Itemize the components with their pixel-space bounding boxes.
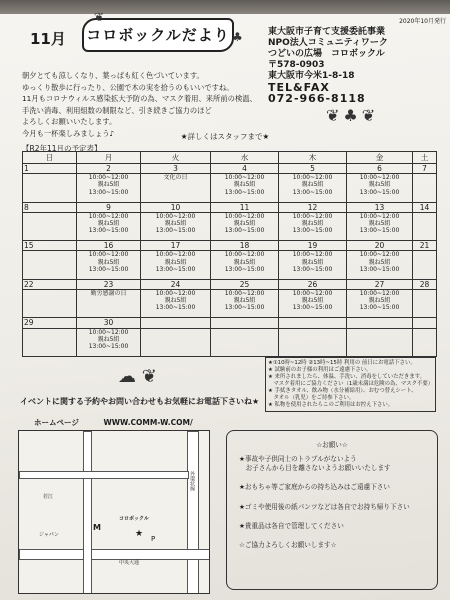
request-line: ★ゴミや使用後の紙パンツなどは各自でお持ち帰り下さい	[239, 502, 410, 511]
schedule-cell	[413, 328, 437, 356]
schedule-cell	[413, 251, 437, 279]
date-number: 13	[347, 202, 413, 212]
schedule-row	[23, 251, 437, 279]
date-number	[141, 318, 211, 328]
schedule-cell: 勤労感謝の日	[77, 289, 141, 317]
schedule-cell	[23, 328, 77, 356]
photo-edge	[0, 0, 450, 14]
map-road	[187, 431, 199, 594]
postal-code: 〒578-0903	[268, 60, 325, 70]
schedule-cell	[279, 328, 347, 356]
date-number: 1	[23, 164, 77, 174]
issue-date: 2020年10月発行	[399, 18, 446, 25]
detail-note: ★詳しくはスタッフまで★	[180, 132, 270, 141]
tel-number: 072-966-8118	[268, 92, 366, 105]
weekday-header: 土	[413, 152, 437, 164]
newsletter-title: コロボックルだより	[82, 18, 234, 52]
schedule-label: 【R2年11月の予定表】	[22, 144, 102, 153]
schedule-cell: 10:00~12:00 親ね5組 13:00~15:00	[211, 289, 279, 317]
schedule-cell: 10:00~12:00 親ね5組 13:00~15:00	[211, 251, 279, 279]
date-number: 20	[347, 241, 413, 251]
homepage-line	[34, 417, 193, 428]
date-number: 30	[77, 318, 141, 328]
schedule-cell: 10:00~12:00 親ね5組 13:00~15:00	[141, 212, 211, 240]
schedule-cell: 10:00~12:00 親ね5組 13:00~15:00	[279, 212, 347, 240]
date-number: 16	[77, 241, 141, 251]
facility-name: つどいの広場 コロボックル	[268, 49, 385, 59]
schedule-cell	[347, 328, 413, 356]
schedule-row	[23, 328, 437, 356]
schedule-cell	[211, 328, 279, 356]
mushroom-icon: ❦	[94, 10, 105, 24]
schedule-cell: 10:00~12:00 親ね5組 13:00~15:00	[347, 251, 413, 279]
map-label: コロボックル	[119, 516, 149, 522]
date-number: 23	[77, 279, 141, 289]
schedule-cell: 文化の日	[141, 174, 211, 202]
note-line: ★ 私物を使用されたらこのご利用はお控え下さい。	[268, 402, 394, 408]
schedule-cell: 10:00~12:00 親ね5組 13:00~15:00	[141, 251, 211, 279]
intro-line: よろしくお願いいたします。	[22, 117, 117, 126]
intro-line: 手洗い消毒、利用組数の制限など、引き続きご協力のほど	[22, 105, 212, 115]
usage-notes	[265, 357, 436, 412]
schedule-cell: 10:00~12:00 親ね5組 13:00~15:00	[279, 289, 347, 317]
schedule-cell: 10:00~12:00 親ね5組 13:00~15:00	[141, 289, 211, 317]
date-number: 27	[347, 279, 413, 289]
date-number: 5	[279, 164, 347, 174]
date-number: 8	[23, 202, 77, 212]
map-label: ジャパン	[39, 532, 59, 538]
schedule-cell: 10:00~12:00 親ね5組 13:00~15:00	[347, 289, 413, 317]
request-line	[239, 493, 425, 503]
schedule-cell: 10:00~12:00 親ね5組 13:00~15:00	[347, 212, 413, 240]
request-box	[226, 430, 438, 590]
date-number	[413, 318, 437, 328]
request-title: ☆お願い☆	[316, 441, 348, 449]
date-number: 18	[211, 241, 279, 251]
date-number	[279, 318, 347, 328]
schedule-cell	[413, 289, 437, 317]
homepage-url[interactable]: WWW.COMM-W.COM/	[103, 418, 193, 427]
date-number: 17	[141, 241, 211, 251]
request-line: ★おもちゃ等ご家庭からの持ち込みはご遠慮下さい	[239, 483, 390, 492]
organization-block	[268, 16, 446, 104]
weekday-header: 火	[141, 152, 211, 164]
access-map	[18, 430, 210, 594]
schedule-row	[23, 212, 437, 240]
date-number	[347, 318, 413, 328]
schedule-cell	[23, 174, 77, 202]
schedule-cell: 10:00~12:00 親ね5組 13:00~15:00	[211, 174, 279, 202]
weekday-header: 月	[77, 152, 141, 164]
date-number: 6	[347, 164, 413, 174]
date-number: 14	[413, 202, 437, 212]
date-number: 24	[141, 279, 211, 289]
date-number: 7	[413, 164, 437, 174]
schedule-cell	[141, 328, 211, 356]
map-road	[83, 431, 92, 594]
weekday-header: 木	[279, 152, 347, 164]
acorn-icon: ♣	[232, 30, 243, 44]
schedule-calendar	[22, 151, 437, 357]
npo-name: NPO法人コミュニティワーク	[268, 38, 388, 48]
tel-label: TEL&FAX	[268, 81, 330, 94]
date-number	[211, 318, 279, 328]
schedule-cell	[413, 174, 437, 202]
request-line	[239, 512, 425, 522]
map-label: P	[151, 535, 156, 543]
request-line: お子さんから目を離さないようお願いいたします	[239, 464, 391, 473]
schedule-cell	[413, 212, 437, 240]
note-line: タオル（乳児）をご持参下さい。	[268, 395, 355, 401]
request-line	[239, 474, 425, 484]
intro-line: 朝夕とても涼しくなり、葉っぱも紅く色づいています。	[22, 71, 204, 80]
schedule-cell: 10:00~12:00 親ね5組 13:00~15:00	[77, 328, 141, 356]
owl-illustration-icon: ☁ ❦	[118, 366, 157, 387]
date-number-row	[23, 241, 437, 251]
request-line	[239, 531, 425, 541]
schedule-cell	[23, 212, 77, 240]
date-number: 19	[279, 241, 347, 251]
date-number: 2	[77, 164, 141, 174]
address: 東大阪市今米1-8-18	[268, 71, 355, 81]
date-number: 29	[23, 318, 77, 328]
weekday-header: 日	[23, 152, 77, 164]
schedule-row	[23, 289, 437, 317]
date-number: 10	[141, 202, 211, 212]
note-line: ★ 手拭きタオル、飲み物（水分補給用）、おむつ替えシート、	[268, 388, 417, 394]
schedule-row	[23, 174, 437, 202]
intro-line: 今月も一杯楽しみましょう♪	[22, 128, 115, 138]
note-line: ★①10時~12時 ②13時~15時 利用の 前日にお電話下さい。	[268, 360, 416, 366]
date-number: 21	[413, 241, 437, 251]
weekday-header: 水	[211, 152, 279, 164]
note-line: ★ 試験前のお子様の利用はご遠慮下さい。	[268, 367, 372, 373]
date-number: 4	[211, 164, 279, 174]
map-label: 中央大通	[119, 560, 140, 566]
request-line: ★事故や子供同士のトラブルがないよう	[239, 454, 357, 463]
date-number: 22	[23, 279, 77, 289]
date-number: 28	[413, 279, 437, 289]
date-number-row	[23, 164, 437, 174]
map-road	[19, 471, 189, 479]
schedule-cell: 10:00~12:00 親ね5組 13:00~15:00	[279, 251, 347, 279]
date-number: 9	[77, 202, 141, 212]
date-number: 25	[211, 279, 279, 289]
intro-line: ゆっくり散歩に行ったり、公園で木の実を拾うのもいいですね。	[22, 82, 234, 92]
schedule-cell: 10:00~12:00 親ね5組 13:00~15:00	[77, 212, 141, 240]
month-heading: 11月	[30, 30, 66, 48]
date-number: 15	[23, 241, 77, 251]
schedule-cell: 10:00~12:00 親ね5組 13:00~15:00	[77, 251, 141, 279]
schedule-cell: 10:00~12:00 親ね5組 13:00~15:00	[77, 174, 141, 202]
date-number: 11	[211, 202, 279, 212]
date-number-row	[23, 279, 437, 289]
commission-text: 東大阪市子育て支援委託事業	[268, 27, 386, 37]
map-label: 外環状線	[189, 471, 195, 491]
schedule-cell	[23, 289, 77, 317]
request-line: ★貴重品は各自で管理してください	[239, 521, 344, 530]
schedule-cell	[23, 251, 77, 279]
note-line: ★ 来所されましたら、体温、手洗い、消毒をしていただきます。	[268, 374, 426, 380]
map-label: 若江	[43, 494, 54, 500]
date-number: 3	[141, 164, 211, 174]
date-number-row	[23, 318, 437, 328]
request-line: ☆ご協力よろしくお願いします☆	[239, 540, 337, 549]
schedule-cell: 10:00~12:00 親ね5組 13:00~15:00	[347, 174, 413, 202]
intro-line: 11月もコロナウィルス感染拡大予防の為、マスク着用、来所前の検温、	[22, 94, 257, 103]
date-number: 26	[279, 279, 347, 289]
schedule-cell: 10:00~12:00 親ね5組 13:00~15:00	[211, 212, 279, 240]
contact-line: イベントに関する予約やお問い合わせもお気軽にお電話下さいね★	[20, 397, 260, 406]
note-line: マスク着用にご協力ください（1歳未満は危険の為、マスク不要）	[268, 381, 434, 387]
map-label: M	[93, 523, 101, 532]
autumn-leaves-icon: ❦♣❦	[326, 106, 380, 125]
date-number: 12	[279, 202, 347, 212]
location-star-icon: ★	[135, 529, 144, 539]
intro-text	[22, 70, 277, 139]
weekday-header-row	[23, 152, 437, 164]
schedule-cell: 10:00~12:00 親ね5組 13:00~15:00	[279, 174, 347, 202]
date-number-row	[23, 202, 437, 212]
map-road	[19, 549, 210, 560]
homepage-label: ホームページ	[34, 418, 79, 427]
weekday-header: 金	[347, 152, 413, 164]
